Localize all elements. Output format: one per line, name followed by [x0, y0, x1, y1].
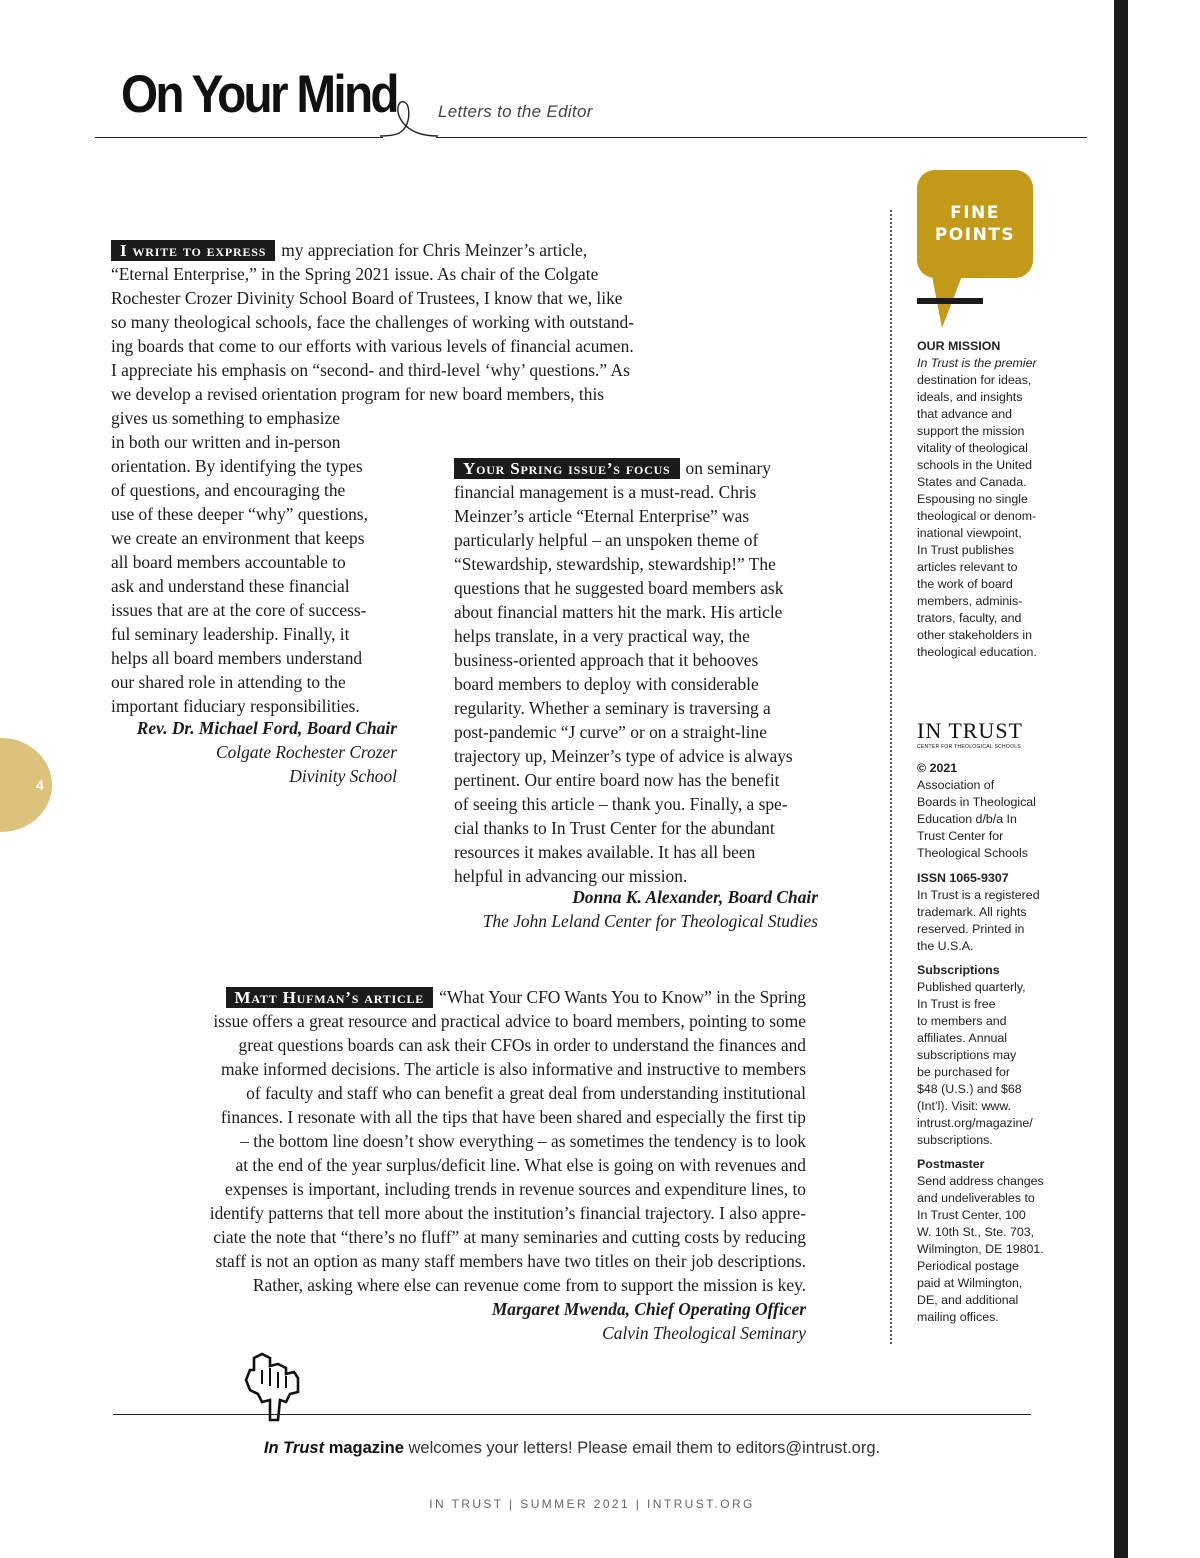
letter-1-line: in both our written and in-person [111, 432, 341, 452]
signature-name: Donna K. Alexander, Board Chair [572, 887, 818, 907]
letter-2-line: Your Spring issue’s focus on seminary [454, 456, 818, 480]
header-rule-right [436, 137, 1087, 138]
loop-flourish-icon [380, 96, 440, 142]
mission-heading: OUR MISSION [917, 339, 1001, 353]
page-subtitle: Letters to the Editor [438, 102, 593, 121]
page-number: 4 [36, 777, 44, 793]
letter-3-line: Rather, asking where else can revenue come from to support the mission is key. [252, 1275, 806, 1295]
letter-2-line: about financial matters hit the mark. His article [454, 602, 783, 622]
letter-3-line: make informed decisions. The article is also informative and instructive to members [221, 1059, 806, 1079]
letter-3-line: identify patterns that tell more about the institution’s financial trajectory. I also appre- [209, 1203, 806, 1223]
letter-3 [140, 985, 806, 1345]
cta-text: welcomes your letters! Please email them to editors@intrust.org. [408, 1439, 881, 1457]
letter-3-line: Matt Hufman’s article “What Your CFO Wants You to Know” in the Spring [140, 985, 806, 1009]
letter-1-line: our shared role in attending to the [111, 672, 346, 692]
letter-1-line: use of these deeper “why” questions, [111, 504, 368, 524]
page-number-tab [0, 738, 52, 832]
letter-2-line: “Stewardship, stewardship, stewardship!” The [454, 554, 776, 574]
letter-2-lead: Your Spring issue’s focus [454, 458, 680, 479]
logo-subtext: CENTER FOR THEOLOGICAL SCHOOLS [917, 744, 1022, 750]
letter-2-line: financial management is a must-read. Chris [454, 482, 757, 502]
sidebar-subscriptions: Subscriptions Published quarterly, In Trust is free to members and affiliates. Annual subscriptions may be purchased for $48 (U.S.) and $68 (Int’l). Visit: www. intrust.org/magazine/ subscriptions. [917, 963, 1033, 1147]
signature-org: The John Leland Center for Theological Studies [482, 911, 818, 931]
signature-name: Rev. Dr. Michael Ford, Board Chair [136, 718, 397, 738]
signature-org: Calvin Theological Seminary [602, 1323, 806, 1343]
letter-2-line: of seeing this article – thank you. Finally, a spe- [454, 794, 788, 814]
letters-cta [113, 1439, 1031, 1458]
letter-2-line: questions that he suggested board members ask [454, 578, 784, 598]
letter-2-line: pertinent. Our entire board now has the benefit [454, 770, 780, 790]
signature-name: Margaret Mwenda, Chief Operating Officer [491, 1299, 806, 1319]
sidebar-copyright: © 2021 Association of Boards in Theological Education d/b/a In Trust Center for Theological Schools [917, 761, 1036, 860]
sidebar-mission: OUR MISSION In Trust is the premier destination for ideas, ideals, and insights that advance and support the mission vitality of theological schools in the United States and Canada. Espousing no single theological or denom- inational viewpoint, In Trust publishes articles relevant to the work of board members, adminis- trators, faculty, and other stakeholders in theological education. [917, 338, 1057, 661]
page-edge-bar [1114, 0, 1128, 1558]
letter-3-line: finances. I resonate with all the tips that have been shared and especially the first tip [220, 1107, 806, 1127]
bubble-bar [917, 298, 983, 304]
letter-1-line: Rochester Crozer Divinity School Board of Trustees, I know that we, like [111, 288, 623, 308]
sidebar-issn: ISSN 1065-9307 In Trust is a registered trademark. All rights reserved. Printed in the U.S.A. [917, 871, 1040, 953]
letter-1-line: all board members accountable to [111, 552, 346, 572]
letter-1-line: issues that are at the core of success- [111, 600, 367, 620]
sidebar-postmaster: Postmaster Send address changes and undeliverables to In Trust Center, 100 W. 10th St., Ste. 703, Wilmington, DE 19801. Periodical postage paid at Wilmington, DE, and additional mailing offices. [917, 1157, 1044, 1324]
letter-1-line: so many theological schools, face the challenges of working with outstand- [111, 312, 635, 332]
letter-2-line: business-oriented approach that it behooves [454, 650, 759, 670]
letter-3-line: of faculty and staff who can benefit a great deal from understanding institutional [246, 1083, 806, 1103]
letter-1-lead: I write to express [111, 240, 275, 261]
letter-2-line: resources it makes available. It has all been [454, 842, 756, 862]
letter-2-line: board members to deploy with considerable [454, 674, 759, 694]
letter-1-line: important fiduciary responsibilities. [111, 696, 360, 716]
letter-3-line: issue offers a great resource and practical advice to board members, pointing to some [213, 1011, 806, 1031]
letter-2 [454, 456, 818, 888]
letter-1-line: ful seminary leadership. Finally, it [111, 624, 350, 644]
letter-3-lead: Matt Hufman’s article [226, 987, 434, 1008]
footer-rule [113, 1414, 1031, 1415]
letter-2-signature [454, 885, 818, 933]
letter-2-line: trajectory up, Meinzer’s type of advice is always [454, 746, 793, 766]
letter-1-line: ing boards that come to our efforts with various levels of financial acumen. [111, 336, 634, 356]
sidebar-divider [890, 210, 892, 1344]
letter-3-line: ciate the note that “there’s no fluff” at many seminaries and cutting costs by reducing [213, 1227, 806, 1247]
letter-2-line: helpful in advancing our mission. [454, 866, 688, 886]
signature-org: Divinity School [289, 766, 397, 786]
letter-1-line: we develop a revised orientation program for new board members, this [111, 384, 605, 404]
letter-1-signature [111, 716, 397, 788]
letter-3-line: great questions boards can ask their CFOs in order to understand the finances and [238, 1035, 806, 1055]
folio: IN TRUST | SUMMER 2021 | INTRUST.ORG [429, 1497, 755, 1511]
letter-1-line: orientation. By identifying the types [111, 456, 363, 476]
letter-1-line: ask and understand these financial [111, 576, 350, 596]
letter-2-line: regularity. Whether a seminary is traversing a [454, 698, 771, 718]
logo-wordmark: IN TRUST [917, 718, 1023, 743]
cta-brand: In Trust [263, 1439, 325, 1457]
pointing-hand-icon [240, 1350, 304, 1424]
letter-3-line: at the end of the year surplus/deficit line. What else is going on with revenues and [235, 1155, 806, 1175]
letter-2-line: cial thanks to In Trust Center for the abundant [454, 818, 775, 838]
letter-2-line: post-pandemic “J curve” or on a straight-line [454, 722, 767, 742]
intrust-logo [917, 718, 1057, 748]
letter-1-line: we create an environment that keeps [111, 528, 365, 548]
cta-magazine: magazine [328, 1439, 404, 1457]
page-title: On Your Mind [121, 65, 397, 124]
letter-1-line: “Eternal Enterprise,” in the Spring 2021 issue. As chair of the Colgate [111, 264, 599, 284]
letter-2-line: helps translate, in a very practical way, the [454, 626, 750, 646]
letter-2-line: Meinzer’s article “Eternal Enterprise” was [454, 506, 750, 526]
letter-3-line: – the bottom line doesn’t show everything – as sometimes the tendency is to look [240, 1131, 806, 1151]
letter-1-line: of questions, and encouraging the [111, 480, 346, 500]
letter-3-line: expenses is important, including trends in revenue sources and expenditure lines, to [225, 1179, 806, 1199]
signature-org: Colgate Rochester Crozer [216, 742, 397, 762]
letter-1-line: gives us something to emphasize [111, 408, 340, 428]
letter-1-line: I write to express my appreciation for Chris Meinzer’s article, [111, 238, 683, 262]
letter-1-line: helps all board members understand [111, 648, 363, 668]
header-rule-left [95, 137, 383, 138]
fine-points-bubble: FINE POINTS [917, 170, 1033, 278]
letter-3-line: staff is not an option as many staff members have two titles on their job descriptions. [215, 1251, 806, 1271]
letter-1-line: I appreciate his emphasis on “second- and third-level ‘why’ questions.” As [111, 360, 630, 380]
letter-2-line: particularly helpful – an unspoken theme of [454, 530, 759, 550]
